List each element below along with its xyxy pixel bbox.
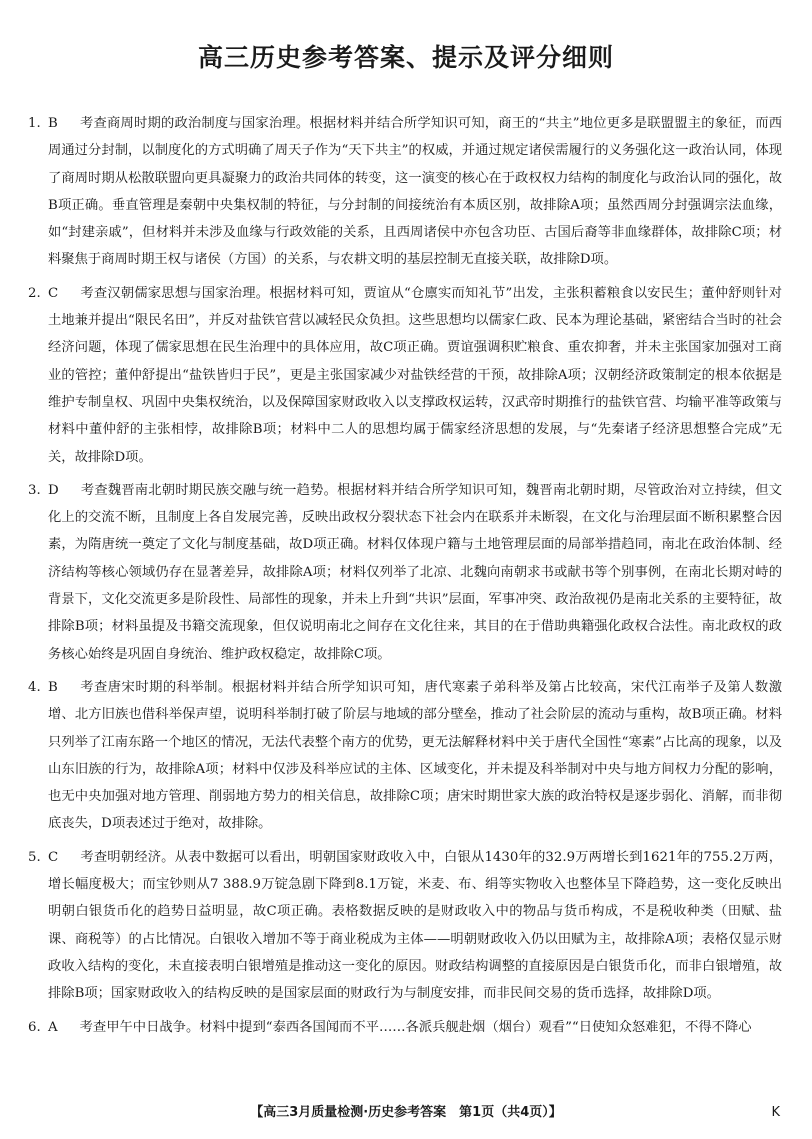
- item-explanation: 考查明朝经济。从表中数据可以看出，明朝国家财政收入中，白银从1430年的32.9万两增长到1621年的755.2万两，增长幅度极大；而宝钞则从7 388.9万锭急剧下降到8.1万锭，米麦、布、绢等实物收入也整体呈下降趋势，这一变化反映出明朝白银货币化的趋势日益明显，故C项正确。表格数据反映的是财政收入中的物品与货币构成，不是税收种类（田赋、盐课、商税等）的占比情况。白银收入增加不等于商业税成为主体——明朝财政收入仍以田赋为主，故排除A项；表格仅显示财政收入结构的变化，未直接表明白银增殖是推动这一变化的原因。财政结构调整的直接原因是白银货币化，而非白银增殖，故排除B项；国家财政收入的结构反映的是国家层面的财政行为与制度安排，而非民间交易的货币选择，故排除D项。: [48, 849, 782, 1002]
- item-explanation: 考查汉朝儒家思想与国家治理。根据材料可知，贾谊从“仓廪实而知礼节”出发，主张积蓄粮食以安民生；董仲舒则针对土地兼并提出“限民名田”，并反对盐铁官营以减轻民众负担。这些思想均以儒家仁政、民本为理论基础，紧密结合当时的社会经济问题，体现了儒家思想在民生治理中的具体应用，故C项正确。贾谊强调积贮粮食、重农抑奢，并未主张国家加强对工商业的管控；董仲舒提出“盐铁皆归于民”，更是主张国家减少对盐铁经营的干预，故排除A项；汉朝经济政策制定的根本依据是维护专制皇权、巩固中央集权统治，以及保障国家财政收入以支撑政权运转，汉武帝时期推行的盐铁官营、均输平准等政策与材料中董仲舒的主张相悖，故排除B项；材料中二人的思想均属于儒家经济思想的发展，与“先秦诸子经济思想整合完成”无关，故排除D项。: [48, 285, 782, 465]
- item-number: 6.: [28, 1019, 41, 1035]
- item-answer: A: [48, 1019, 58, 1035]
- item-explanation: 考查魏晋南北朝时期民族交融与统一趋势。根据材料并结合所学知识可知，魏晋南北朝时期，尽管政治对立持续，但文化上的交流不断，且制度上各自发展完善，反映出政权分裂状态下社会内在联系并未断裂，在文化与治理层面不断积累整合因素，为隋唐统一奠定了文化与制度基础，故D项正确。材料仅体现户籍与土地管理层面的局部举措趋同，南北在政治体制、经济结构等核心领域仍存在显著差异，故排除A项；材料仅列举了北凉、北魏向南朝求书或献书等个别事例，在南北长期对峙的背景下，文化交流更多是阶段性、局部性的现象，并未上升到“共识”层面，军事冲突、政治敌视仍是南北关系的主要特征，故排除B项；材料虽提及书籍交流现象，但仅说明南北之间存在文化往来，其目的在于借助典籍强化政权合法性。南北政权的政务核心始终是巩固自身统治、维护政权稳定，故排除C项。: [48, 482, 782, 662]
- item-explanation: 考查甲午中日战争。材料中提到“泰西各国闻而不平……各派兵舰赴烟（烟台）观看”“日使知众怒难犯，不得不降心: [79, 1019, 752, 1035]
- item-number: 4.: [28, 679, 41, 695]
- answer-item-3: [28, 477, 782, 668]
- item-answer: B: [48, 679, 58, 695]
- item-answer: C: [48, 285, 59, 301]
- answer-item-1: [28, 110, 782, 274]
- item-number: 3.: [28, 482, 41, 498]
- item-number: 5.: [28, 849, 41, 865]
- item-explanation: 考查商周时期的政治制度与国家治理。根据材料并结合所学知识可知，商王的“共主”地位更多是联盟盟主的象征，而西周通过分封制，以制度化的方式明确了周天子作为“天下共主”的权威，并通过规定诸侯需履行的义务强化这一政治认同，体现了商周时期从松散联盟向更具凝聚力的政治共同体的转变，这一演变的核心在于政权权力结构的制度化与政治认同的强化，故B项正确。垂直管理是秦朝中央集权制的特征，与分封制的间接统治有本质区别，故排除A项；虽然西周分封强调宗法血缘，如“封建亲戚”，但材料并未涉及血缘与行政效能的关系，且西周诸侯中亦包含功臣、古国后裔等非血缘群体，故排除C项；材料聚焦于商周时期王权与诸侯（方国）的关系，与农耕文明的基层控制无直接关联，故排除D项。: [48, 116, 782, 268]
- item-answer: D: [48, 482, 59, 498]
- item-number: 1.: [28, 116, 41, 131]
- page-footer: 【高三3月质量检测·历史参考答案 第1页（共4页）】: [250, 1105, 562, 1120]
- answer-item-4: [28, 674, 782, 838]
- item-body: [48, 477, 782, 668]
- item-body: [48, 674, 782, 838]
- footer-version-code: K: [771, 1105, 780, 1120]
- item-answer: B: [48, 116, 58, 131]
- answer-item-5: [28, 844, 782, 1008]
- item-answer: C: [48, 849, 59, 865]
- answer-list: [28, 110, 782, 1047]
- item-number: 2.: [28, 285, 41, 301]
- item-explanation: 考查唐宋时期的科举制。根据材料并结合所学知识可知，唐代寒素子弟科举及第占比较高，宋代江南举子及第人数激增、北方旧族也借科举保声望，说明科举制打破了阶层与地域的部分壁垒，推动了社会阶层的流动与重构，故B项正确。材料只列举了江南东路一个地区的情况，无法代表整个南方的优势，更无法解释材料中关于唐代全国性“寒素”占比高的现象，以及山东旧族的行为，故排除A项；材料中仅涉及科举应试的主体、区域变化，并未提及科举制对中央与地方间权力分配的影响，也无中央加强对地方管理、削弱地方势力的相关信息，故排除C项；唐宋时期世家大族的政治特权是逐步弱化、消解，而非彻底丧失，D项表述过于绝对，故排除。: [48, 679, 782, 832]
- item-body: [48, 280, 782, 471]
- item-body: [48, 844, 782, 1008]
- item-body: [48, 1014, 782, 1041]
- answer-item-6: [28, 1014, 782, 1041]
- answer-item-2: [28, 280, 782, 471]
- item-body: [48, 110, 782, 274]
- page-title: 高三历史参考答案、提示及评分细则: [197, 43, 614, 72]
